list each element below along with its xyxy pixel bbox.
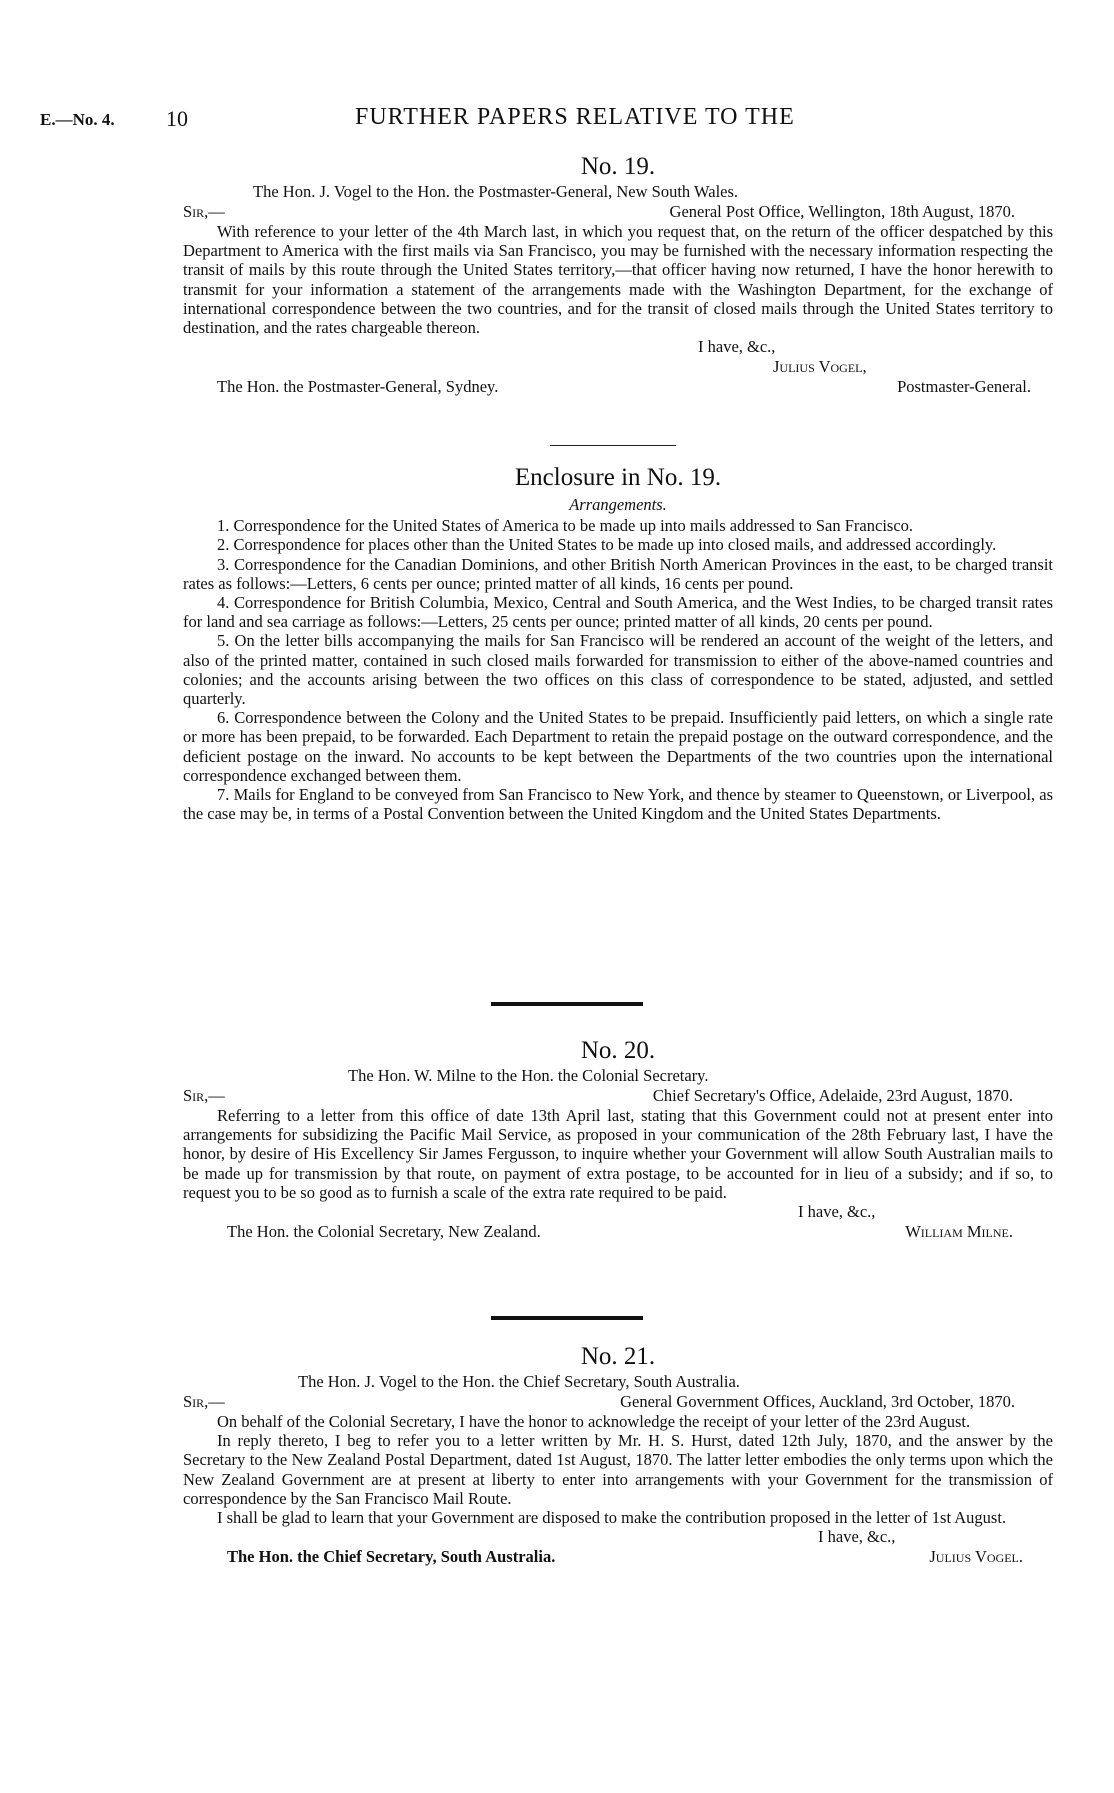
letter-no20 [183,1036,1053,1242]
paper-reference: E.—No. 4. [40,110,115,129]
signature: Julius Vogel, [773,357,867,377]
letter-body: Referring to a letter from this office of date 13th April last, stating that this Government could not at present enter into arrangements for subsidizing the Pacific Mail Service, as proposed in your communication of the 28th February last, I have the honor, by desire of His Excellency Sir James Fergusson, to inquire whether your Government will allow South Australian mails to be made up for transmission by that route, on payment of extra postage, to be accounted for in lieu of a subsidy; and if so, to request you to be so good as to furnish a scale of the extra rate required to be paid. [183,1106,1053,1202]
enclosure-item-1: 1. Correspondence for the United States of America to be made up into mails addressed to San Francisco. [217,516,914,536]
letter-number: No. 20. [580,1037,656,1064]
page-number: 10 [166,106,188,131]
closing-row [183,1527,1053,1547]
place-date: General Government Offices, Auckland, 3rd October, 1870. [620,1392,1015,1411]
addressee-row [183,1222,1053,1242]
letter-number: No. 21. [580,1343,656,1370]
signature-row [183,357,1053,377]
closing-row [183,1202,1053,1222]
from-to-line: The Hon. J. Vogel to the Hon. the Postmaster-General, New South Wales. [253,182,739,201]
letter-paragraph-2: In reply thereto, I beg to refer you to a letter written by Mr. H. S. Hurst, dated 12th July, 1870, and the answer by the Secretary to the New Zealand Postal Department, dated 1st August, 1870. The latter letter embodies the only terms upon which the New Zealand Government are at present at liberty to enter into arrangements with your Government for the transmission of correspondence by the San Francisco Mail Route. [183,1431,1053,1508]
closing: I have, &c., [798,1202,876,1222]
enclosure-item-5: 5. On the letter bills accompanying the mails for San Francisco will be rendered an account of the weight of the letters, and also of the printed matter, contained in such closed mails forwarded for transmission to either of the above-named countries and colonies; and the accounts arising between the two offices on this class of correspondence to be stated, adjusted, and settled quarterly. [183,631,1053,709]
salutation: Sir,— [183,202,225,221]
closing: I have, &c., [818,1527,896,1547]
letter-body: With reference to your letter of the 4th March last, in which you request that, on the return of the officer despatched by this Department to America with the first mails via San Francisco, you may be furnished with the necessary information respecting the transit of mails by this route through the United States territory,—that officer having now returned, I have the honor herewith to transmit for your information a statement of the arrangements made with the Washington Department, for the exchange of international correspondence between the two countries, and for the transit of closed mails through the United States territory to destination, and the rates chargeable thereon. [183,222,1053,338]
place-date: Chief Secretary's Office, Adelaide, 23rd August, 1870. [652,1086,1013,1105]
section-divider [550,445,676,446]
letter-no21 [183,1342,1053,1567]
letter-paragraph-1: On behalf of the Colonial Secretary, I have the honor to acknowledge the receipt of your letter of the 23rd August. [217,1412,971,1431]
letter-no19 [183,152,1053,397]
enclosure-title: Enclosure in No. 19. [514,464,722,491]
addressee: The Hon. the Chief Secretary, South Australia. [227,1547,556,1567]
letter-number: No. 19. [580,153,656,180]
section-divider-thick [491,1316,643,1320]
from-to-line: The Hon. J. Vogel to the Hon. the Chief Secretary, South Australia. [298,1372,740,1391]
place-date: General Post Office, Wellington, 18th August, 1870. [669,202,1015,221]
letter-paragraph-3: I shall be glad to learn that your Government are disposed to make the contribution proposed in the letter of 1st August. [217,1508,1007,1528]
section-divider-thick [491,1002,643,1006]
addressee: The Hon. the Postmaster-General, Sydney. [217,377,499,397]
salutation: Sir,— [183,1086,225,1105]
salutation-row [183,1086,1053,1106]
enclosure-item-3: 3. Correspondence for the Canadian Dominions, and other British North American Provinces in the east, to be charged transit rates as follows:—Letters, 6 cents per ounce; printed matter of all kinds, 16 cents per pound. [183,554,1053,593]
signature: Julius Vogel. [929,1547,1023,1567]
enclosure-item-7: 7. Mails for England to be conveyed from San Francisco to New York, and thence by steamer to Queenstown, or Liverpool, as the case may be, in terms of a Postal Convention between the United Kingdom and the United States Departments. [183,785,1053,824]
enclosure-item-2: 2. Correspondence for places other than the United States to be made up into closed mails, and addressed accordingly. [217,535,997,555]
enclosure-item-4: 4. Correspondence for British Columbia, Mexico, Central and South America, and the West Indies, to be charged transit rates for land and sea carriage as follows:—Letters, 25 cents per ounce; printed matter of all kinds, 20 cents per pound. [183,593,1053,632]
addressee-row [183,377,1053,397]
salutation-row [183,202,1053,222]
addressee-row [183,1547,1053,1567]
signer-title: Postmaster-General. [897,377,1031,397]
closing: I have, &c., [698,337,776,357]
letter-from-to [183,1372,1053,1392]
salutation: Sir,— [183,1392,225,1411]
salutation-row [183,1392,1053,1412]
signature: William Milne. [905,1222,1013,1242]
letter-from-to [253,182,973,202]
running-title: FURTHER PAPERS RELATIVE TO THE [355,104,795,130]
running-header [40,104,1074,138]
addressee: The Hon. the Colonial Secretary, New Zealand. [227,1222,541,1242]
enclosure-item-6: 6. Correspondence between the Colony and the United States to be prepaid. Insufficiently paid letters, on which a single rate or more has been prepaid, to be forwarded. Each Department to retain the prepaid postage on the outward correspondence, and the deficient postage on the inward. No accounts to be kept between the Departments of the two countries upon the international correspondence exchanged between them. [183,708,1053,785]
letter-from-to [183,1066,1053,1086]
closing-row [183,337,1053,357]
from-to-line: The Hon. W. Milne to the Hon. the Colonial Secretary. [348,1066,709,1085]
enclosure-subtitle: Arrangements. [569,495,667,514]
enclosure-no19 [183,463,1053,823]
